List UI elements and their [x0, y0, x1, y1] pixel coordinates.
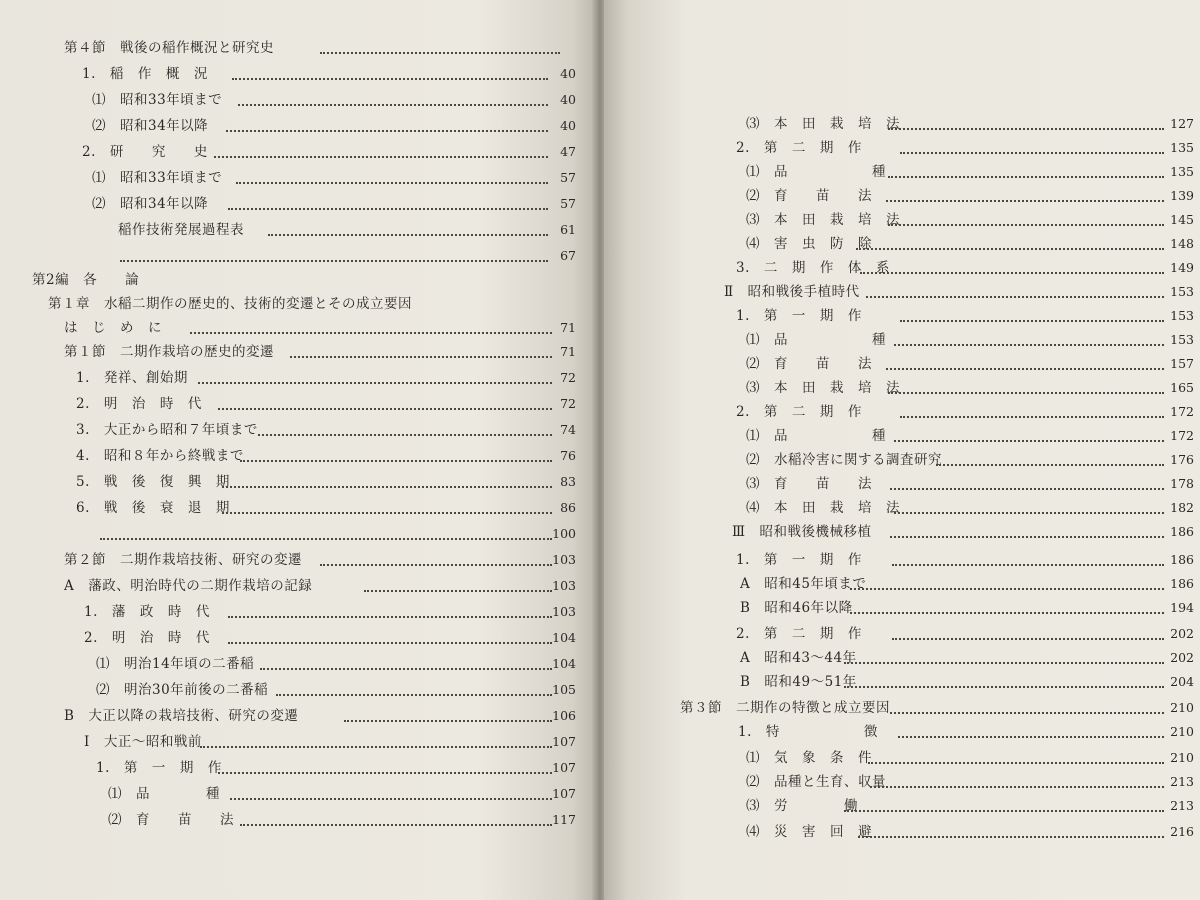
toc-entry-title: 1. 第 一 期 作 [96, 760, 222, 776]
dot-leader [850, 612, 1164, 614]
toc-entry-title: ⑴ 気 象 条 件 [746, 750, 872, 766]
toc-entry [84, 600, 576, 624]
toc-entry-title: ⑵ 品種と生育、収量 [746, 774, 886, 790]
toc-page-number: 71 [560, 320, 576, 335]
toc-page-number: 157 [1170, 356, 1194, 371]
toc-entry [92, 166, 576, 190]
toc-entry [736, 400, 1194, 424]
toc-entry [746, 472, 1194, 496]
toc-entry-title: 2. 第 二 期 作 [736, 404, 862, 420]
toc-entry-title: A 藩政、明治時代の二期作栽培の記録 [64, 578, 313, 594]
toc-page-number: 104 [552, 656, 576, 671]
toc-entry-title: ⑵ 昭和34年以降 [92, 118, 209, 134]
toc-entry [64, 704, 576, 728]
toc-entry-title: 第2編 各 論 [32, 272, 140, 288]
dot-leader [888, 392, 1164, 394]
toc-page-number: 40 [560, 92, 576, 107]
dot-leader [240, 460, 552, 462]
toc-page-number: 104 [552, 630, 576, 645]
toc-entry [746, 376, 1194, 400]
dot-leader [890, 712, 1164, 714]
toc-page-number: 72 [560, 370, 576, 385]
dot-leader [236, 182, 548, 184]
toc-entry-title: Ⅰ 大正～昭和戦前 [84, 734, 202, 750]
toc-entry-title: 3. 二 期 作 体 系 [736, 260, 890, 276]
toc-entry-title: ⑵ 育 苗 法 [746, 188, 872, 204]
dot-leader [218, 408, 552, 410]
toc-entry-title: 1. 第 一 期 作 [736, 552, 862, 568]
toc-entry-title: 稲作技術発展過程表 [118, 222, 244, 238]
toc-page-number: 213 [1170, 798, 1194, 813]
toc-page-number: 145 [1170, 212, 1194, 227]
toc-entry-title: ⑵ 育 苗 法 [746, 356, 872, 372]
toc-page-number: 127 [1170, 116, 1194, 131]
toc-page-number: 72 [560, 396, 576, 411]
toc-entry-title: は じ め に [64, 320, 162, 336]
toc-entry [92, 88, 576, 112]
dot-leader [894, 512, 1164, 514]
dot-leader [900, 152, 1164, 154]
toc-entry-title: 2. 明 治 時 代 [84, 630, 210, 646]
dot-leader [218, 772, 552, 774]
toc-entry [64, 548, 576, 572]
dot-leader [120, 260, 548, 262]
toc-entry [92, 192, 576, 216]
toc-page-number: 40 [560, 66, 576, 81]
toc-entry [76, 392, 576, 416]
dot-leader [888, 224, 1164, 226]
toc-entry [76, 470, 576, 494]
dot-leader [200, 746, 552, 748]
dot-leader [232, 78, 548, 80]
toc-entry [82, 140, 576, 164]
toc-entry [746, 820, 1194, 844]
dot-leader [258, 434, 552, 436]
toc-entry [84, 730, 576, 754]
dot-leader [222, 512, 552, 514]
toc-entry [746, 448, 1194, 472]
toc-entry [32, 268, 576, 292]
dot-leader [892, 564, 1164, 566]
toc-entry [740, 596, 1194, 620]
dot-leader [888, 176, 1164, 178]
toc-entry-title: 第２節 二期作栽培技術、研究の変遷 [64, 552, 302, 568]
dot-leader [320, 52, 560, 54]
toc-entry [96, 652, 576, 676]
dot-leader [226, 130, 548, 132]
toc-entry-title: ⑴ 品 種 [746, 164, 886, 180]
dot-leader [890, 536, 1164, 538]
toc-entry [732, 520, 1194, 544]
dot-leader [214, 156, 548, 158]
toc-entry [736, 136, 1194, 160]
toc-entry [736, 256, 1194, 280]
toc-entry [76, 444, 576, 468]
dot-leader [844, 810, 1164, 812]
toc-page-number: 67 [560, 248, 576, 263]
toc-page-number: 213 [1170, 774, 1194, 789]
toc-entry-title: ⑶ 育 苗 法 [746, 476, 872, 492]
dot-leader [866, 296, 1164, 298]
toc-page-number: 74 [560, 422, 576, 437]
toc-page-number: 103 [552, 604, 576, 619]
toc-entry [108, 782, 576, 806]
toc-page-number: 216 [1170, 824, 1194, 839]
toc-entry [82, 62, 576, 86]
toc-entry [118, 244, 576, 268]
toc-page-number: 117 [552, 812, 576, 827]
toc-page-number: 210 [1170, 700, 1194, 715]
toc-entry [746, 184, 1194, 208]
toc-entry [746, 424, 1194, 448]
toc-entry-title: 第１節 二期作栽培の歴史的変遷 [64, 344, 274, 360]
toc-page-number: 202 [1170, 626, 1194, 641]
toc-page-number: 153 [1170, 284, 1194, 299]
toc-page-number: 178 [1170, 476, 1194, 491]
toc-page-number: 105 [552, 682, 576, 697]
dot-leader [936, 464, 1164, 466]
toc-page-number: 194 [1170, 600, 1194, 615]
toc-entry-title: ⑴ 品 種 [746, 332, 886, 348]
dot-leader [894, 344, 1164, 346]
toc-entry [76, 522, 576, 546]
toc-page-number: 186 [1170, 524, 1194, 539]
toc-page-number: 186 [1170, 576, 1194, 591]
toc-page-number: 107 [552, 786, 576, 801]
dot-leader [364, 590, 552, 592]
toc-page-number: 103 [552, 552, 576, 567]
toc-page-number: 40 [560, 118, 576, 133]
toc-entry-title: ⑴ 昭和33年頃まで [92, 170, 223, 186]
toc-page-number: 204 [1170, 674, 1194, 689]
dot-leader [228, 616, 552, 618]
toc-entry [746, 232, 1194, 256]
toc-entry-title: 3. 大正から昭和７年頃まで [76, 422, 258, 438]
toc-entry [680, 696, 1194, 720]
toc-page-number: 135 [1170, 164, 1194, 179]
toc-page-number: 76 [560, 448, 576, 463]
toc-entry-title: 第３節 二期作の特徴と成立要因 [680, 700, 890, 716]
dot-leader [228, 642, 552, 644]
dot-leader [228, 208, 548, 210]
toc-entry-title: 2. 第 二 期 作 [736, 140, 862, 156]
dot-leader [886, 200, 1164, 202]
toc-entry-title: 1. 第 一 期 作 [736, 308, 862, 324]
toc-entry-title: ⑶ 労 働 [746, 798, 858, 814]
dot-leader [222, 486, 552, 488]
dot-leader [856, 248, 1164, 250]
toc-entry [736, 622, 1194, 646]
toc-entry [738, 720, 1194, 744]
toc-page-number: 153 [1170, 308, 1194, 323]
dot-leader [890, 488, 1164, 490]
dot-leader [888, 128, 1164, 130]
dot-leader [898, 736, 1164, 738]
dot-leader [858, 836, 1164, 838]
toc-entry [746, 328, 1194, 352]
toc-entry-title: A 昭和43～44年 [740, 650, 857, 666]
toc-entry-title: A 昭和45年頃まで [740, 576, 867, 592]
dot-leader [900, 320, 1164, 322]
toc-entry [736, 548, 1194, 572]
toc-entry-title: ⑷ 災 害 回 避 [746, 824, 872, 840]
toc-page-number: 47 [560, 144, 576, 159]
toc-page-number: 165 [1170, 380, 1194, 395]
toc-entry [740, 646, 1194, 670]
toc-entry [108, 808, 576, 832]
toc-page-number: 107 [552, 760, 576, 775]
toc-entry-title: 1. 発祥、創始期 [76, 370, 188, 386]
toc-page-number: 71 [560, 344, 576, 359]
dot-leader [860, 272, 1164, 274]
toc-entry-title: ⑶ 本 田 栽 培 法 [746, 212, 900, 228]
toc-entry-title: ⑷ 害 虫 防 除 [746, 236, 872, 252]
toc-entry [76, 496, 576, 520]
toc-page-number: 83 [560, 474, 576, 489]
toc-entry-title: 2. 第 二 期 作 [736, 626, 862, 642]
toc-page-number: 210 [1170, 750, 1194, 765]
toc-page-number: 61 [560, 222, 576, 237]
toc-page-number: 86 [560, 500, 576, 515]
toc-entry [724, 280, 1194, 304]
toc-entry-title: 第４節 戦後の稲作概況と研究史 [64, 40, 274, 56]
toc-entry [64, 574, 576, 598]
toc-entry-title: 2. 明 治 時 代 [76, 396, 202, 412]
dot-leader [844, 686, 1164, 688]
toc-entry-title: 第１章 水稲二期作の歴史的、技術的変遷とその成立要因 [48, 296, 412, 312]
toc-entry-title: ⑶ 本 田 栽 培 法 [746, 380, 900, 396]
toc-page-number: 149 [1170, 260, 1194, 275]
toc-entry [64, 36, 576, 60]
toc-page-number: 103 [552, 578, 576, 593]
toc-entry-title: 5. 戦 後 復 興 期 [76, 474, 230, 490]
toc-entry [96, 678, 576, 702]
toc-entry-title: ⑵ 昭和34年以降 [92, 196, 209, 212]
toc-entry-title: ⑶ 本 田 栽 培 法 [746, 116, 900, 132]
toc-entry [64, 316, 576, 340]
toc-entry [746, 794, 1194, 818]
toc-entry [746, 496, 1194, 520]
toc-page-number: 57 [560, 196, 576, 211]
dot-leader [238, 104, 548, 106]
toc-entry-title: 1. 稲 作 概 況 [82, 66, 208, 82]
toc-entry [746, 746, 1194, 770]
toc-entry [96, 756, 576, 780]
dot-leader [290, 356, 552, 358]
toc-page-number: 57 [560, 170, 576, 185]
dot-leader [240, 824, 552, 826]
toc-entry-title: B 昭和49～51年 [740, 674, 857, 690]
dot-leader [268, 234, 548, 236]
toc-entry [84, 626, 576, 650]
toc-page-number: 172 [1170, 404, 1194, 419]
dot-leader [344, 720, 552, 722]
toc-entry [746, 208, 1194, 232]
toc-entry [118, 218, 576, 242]
toc-page-number: 176 [1170, 452, 1194, 467]
dot-leader [900, 416, 1164, 418]
toc-entry-title: B 大正以降の栽培技術、研究の変遷 [64, 708, 299, 724]
toc-entry-title: Ⅱ 昭和戦後手植時代 [724, 284, 860, 300]
toc-entry [64, 340, 576, 364]
toc-entry-title: ⑵ 明治30年前後の二番稲 [96, 682, 269, 698]
toc-page-number: 182 [1170, 500, 1194, 515]
dot-leader [894, 440, 1164, 442]
toc-page-number: 135 [1170, 140, 1194, 155]
toc-entry [76, 366, 576, 390]
toc-page-number: 186 [1170, 552, 1194, 567]
dot-leader [190, 332, 552, 334]
toc-page-number: 100 [552, 526, 576, 541]
toc-entry-title: B 昭和46年以降 [740, 600, 853, 616]
right-page [604, 0, 1200, 900]
dot-leader [870, 786, 1164, 788]
toc-entry [740, 670, 1194, 694]
toc-entry-title: ⑴ 品 種 [108, 786, 220, 802]
dot-leader [844, 662, 1164, 664]
toc-page-number: 202 [1170, 650, 1194, 665]
left-page [0, 0, 596, 900]
toc-entry-title: ⑷ 本 田 栽 培 法 [746, 500, 900, 516]
dot-leader [100, 538, 552, 540]
toc-entry-title: ⑴ 明治14年頃の二番稲 [96, 656, 255, 672]
dot-leader [260, 668, 552, 670]
toc-page-number: 106 [552, 708, 576, 723]
toc-entry-title: ⑴ 品 種 [746, 428, 886, 444]
toc-entry [746, 352, 1194, 376]
toc-entry [76, 418, 576, 442]
toc-page-number: 148 [1170, 236, 1194, 251]
toc-entry-title: 2. 研 究 史 [82, 144, 208, 160]
dot-leader [850, 588, 1164, 590]
dot-leader [868, 762, 1164, 764]
dot-leader [320, 564, 552, 566]
toc-page-number: 210 [1170, 724, 1194, 739]
toc-page-number: 172 [1170, 428, 1194, 443]
dot-leader [276, 694, 552, 696]
toc-entry [48, 292, 576, 316]
dot-leader [892, 638, 1164, 640]
toc-entry-title: ⑵ 育 苗 法 [108, 812, 234, 828]
toc-entry [746, 160, 1194, 184]
dot-leader [230, 798, 552, 800]
toc-entry-title: 1. 藩 政 時 代 [84, 604, 210, 620]
toc-entry-title: Ⅲ 昭和戦後機械移植 [732, 524, 872, 540]
toc-entry-title: 4. 昭和８年から終戦まで [76, 448, 244, 464]
toc-entry-title: 1. 特 徴 [738, 724, 878, 740]
toc-entry-title: 6. 戦 後 衰 退 期 [76, 500, 230, 516]
toc-entry [746, 770, 1194, 794]
toc-page-number: 139 [1170, 188, 1194, 203]
toc-entry [92, 114, 576, 138]
toc-entry-title: ⑵ 水稲冷害に関する調査研究 [746, 452, 942, 468]
toc-entry [746, 112, 1194, 136]
toc-entry-title: ⑴ 昭和33年頃まで [92, 92, 223, 108]
toc-entry [740, 572, 1194, 596]
toc-entry [736, 304, 1194, 328]
toc-page-number: 107 [552, 734, 576, 749]
toc-page-number: 153 [1170, 332, 1194, 347]
dot-leader [886, 368, 1164, 370]
dot-leader [198, 382, 552, 384]
